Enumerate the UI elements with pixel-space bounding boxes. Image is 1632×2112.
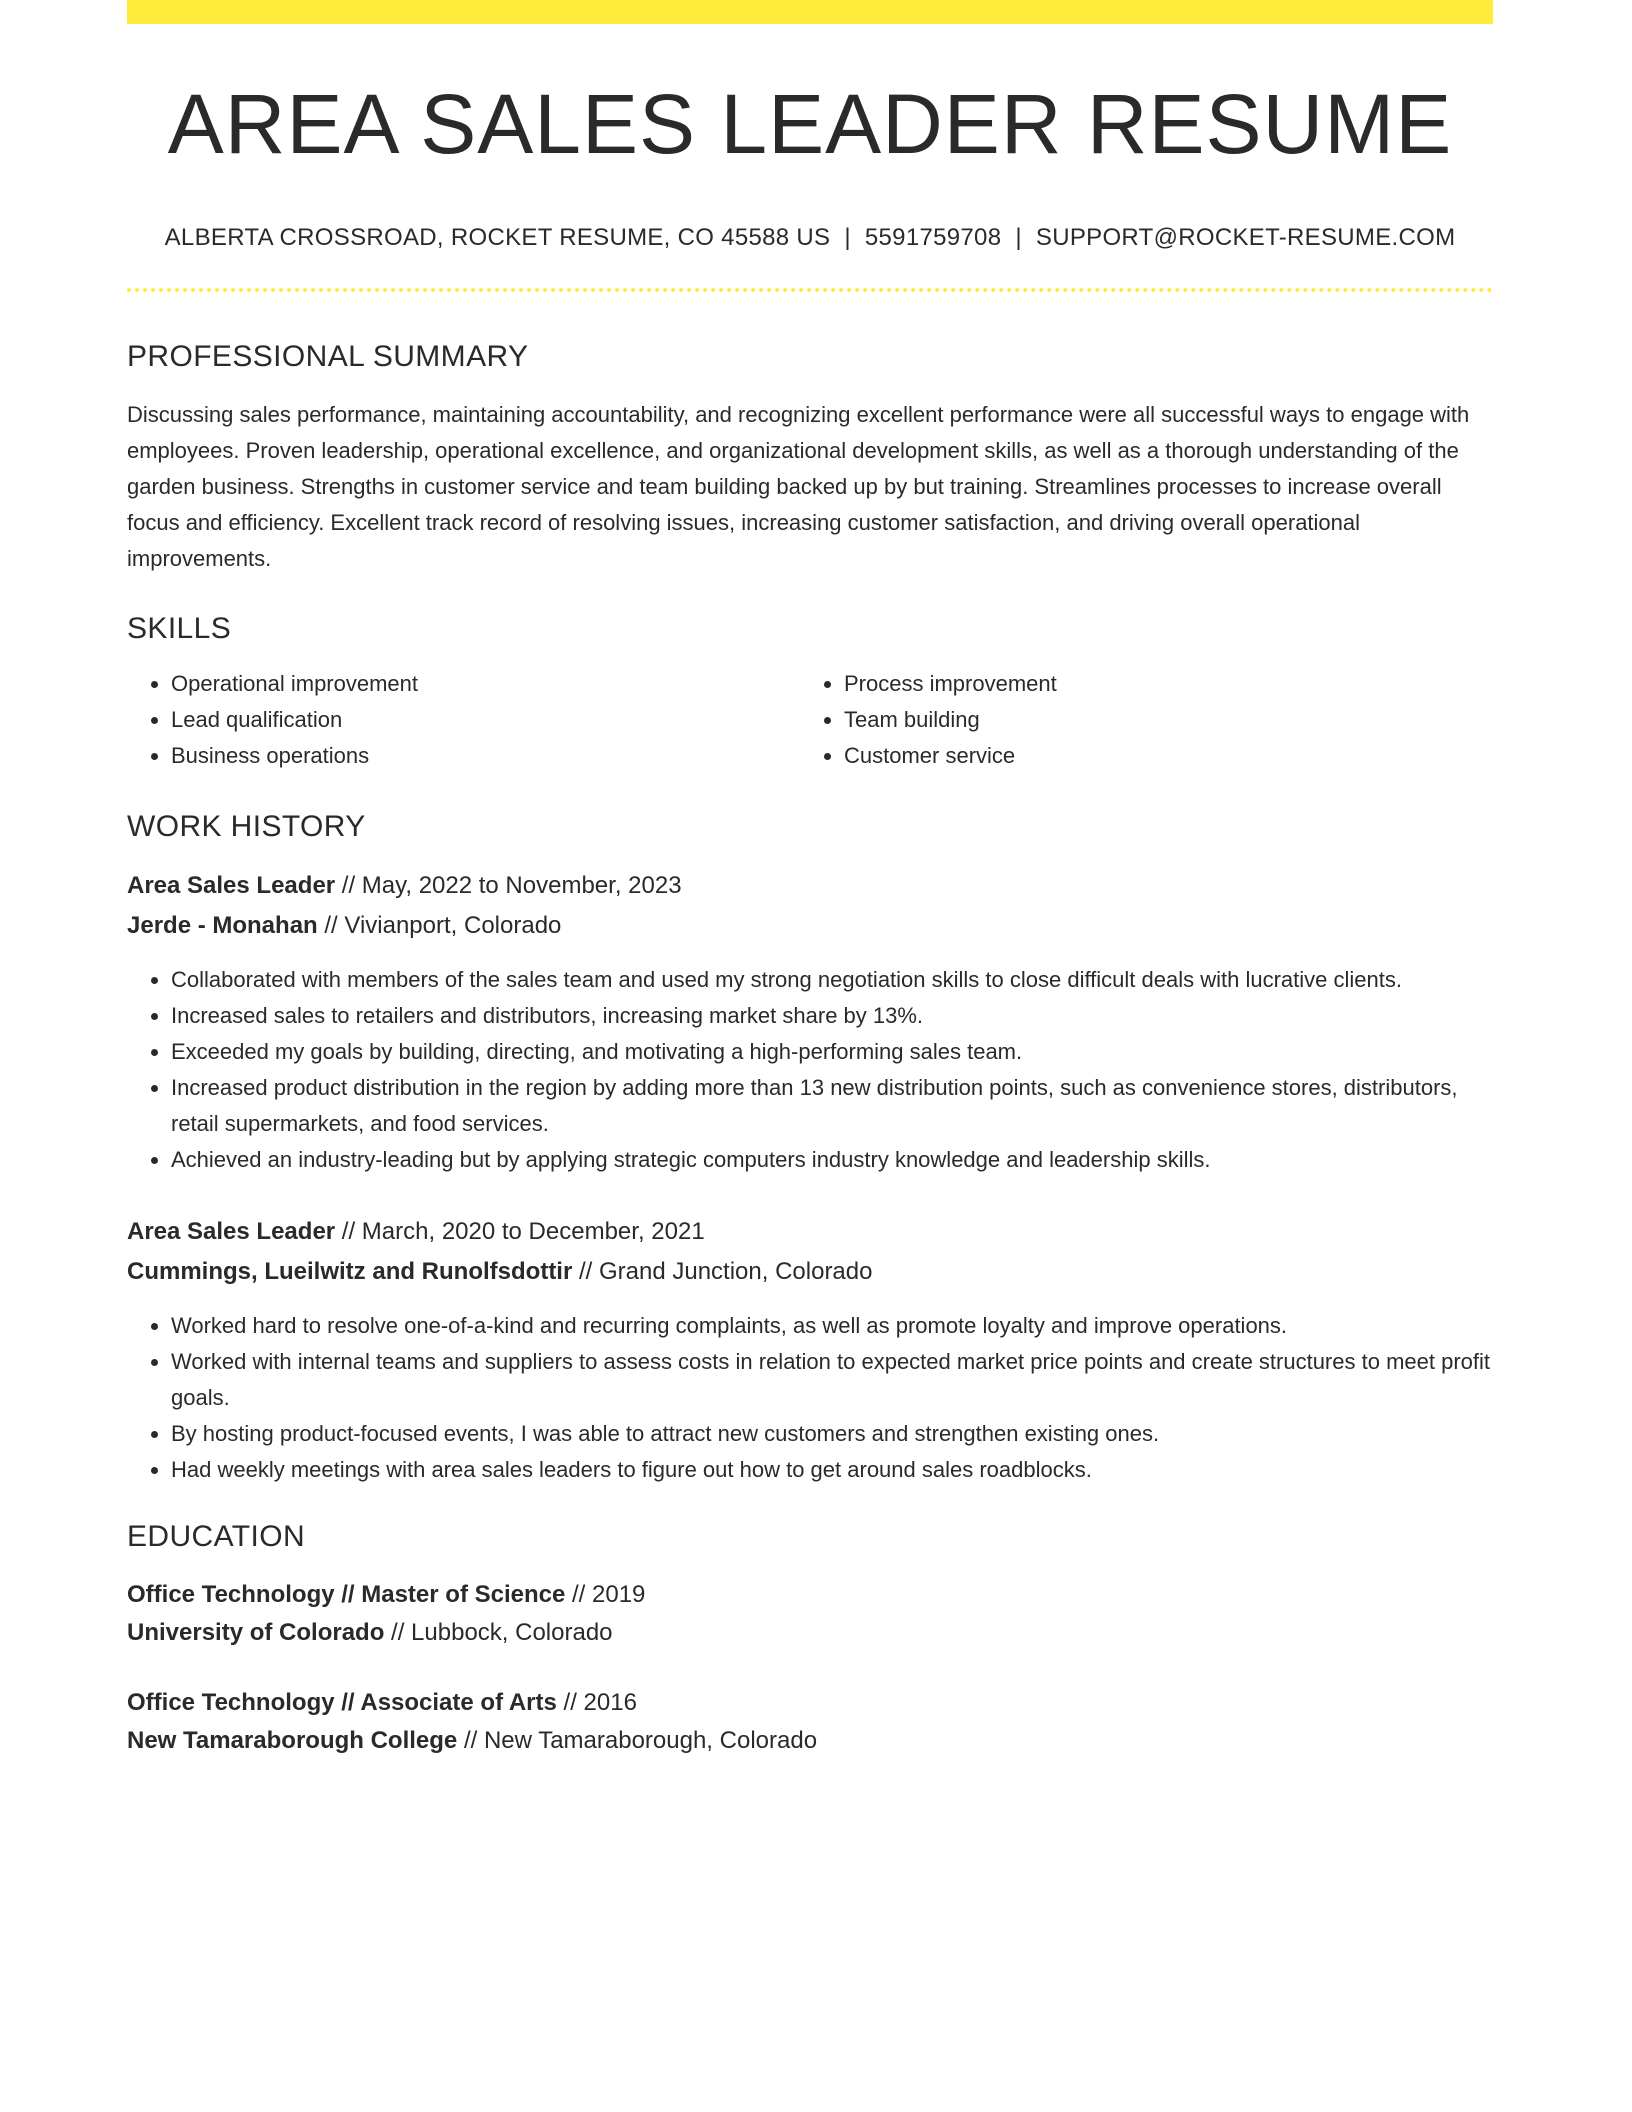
education-section: [127, 1522, 1493, 1760]
skills-list-left: [127, 666, 800, 774]
education-year: // 2019: [565, 1581, 646, 1608]
resume-title: AREA SALES LEADER RESUME: [167, 77, 1453, 171]
job-bullet: • Achieved an industry-leading but by applying strategic computers industry knowledge and leadership skills.: [171, 1142, 1493, 1178]
summary-section: [127, 342, 1493, 577]
skill-item: • Team building: [844, 702, 1473, 738]
job-entry: [127, 1212, 1493, 1488]
section-title-work-history: WORK HISTORY: [127, 810, 366, 843]
skills-section: [127, 614, 1493, 774]
education-school: University of Colorado: [127, 1619, 385, 1646]
job-bullets: [127, 962, 1493, 1178]
education-location: // New Tamaraborough, Colorado: [457, 1727, 818, 1754]
skill-item: • Customer service: [844, 738, 1473, 774]
skill-item: • Process improvement: [844, 666, 1473, 702]
contact-separator: |: [1015, 224, 1022, 251]
education-school: New Tamaraborough College: [127, 1727, 458, 1754]
contact-address: ALBERTA CROSSROAD, ROCKET RESUME, CO 45588 US: [164, 224, 831, 251]
job-dates: // March, 2020 to December, 2021: [335, 1218, 705, 1245]
education-degree-line: [127, 1576, 1493, 1614]
contact-email: SUPPORT@ROCKET-RESUME.COM: [1035, 224, 1456, 251]
job-entry: [127, 866, 1493, 1178]
job-bullets: [127, 1308, 1493, 1488]
education-location: // Lubbock, Colorado: [384, 1619, 613, 1646]
job-location: // Grand Junction, Colorado: [572, 1258, 873, 1285]
job-role: Area Sales Leader: [127, 1218, 336, 1245]
job-bullet: • Exceeded my goals by building, directing, and motivating a high-performing sales team.: [171, 1034, 1493, 1070]
education-entry: [127, 1576, 1493, 1652]
education-degree: Office Technology // Master of Science: [127, 1581, 566, 1608]
section-title-education: EDUCATION: [127, 1520, 306, 1553]
education-school-line: [127, 1722, 1493, 1760]
skill-item: • Business operations: [171, 738, 800, 774]
education-year: // 2016: [556, 1689, 637, 1716]
dotted-divider: [127, 288, 1493, 292]
job-company: Jerde - Monahan: [127, 912, 318, 939]
job-company: Cummings, Lueilwitz and Runolfsdottir: [127, 1258, 573, 1285]
job-bullet: • Increased sales to retailers and distributors, increasing market share by 13%.: [171, 998, 1493, 1034]
skill-item: • Operational improvement: [171, 666, 800, 702]
top-accent-bar: [127, 0, 1493, 24]
job-bullet: • Worked with internal teams and suppliers to assess costs in relation to expected market price points and create structures to meet profit goals.: [171, 1344, 1493, 1416]
job-bullet: • By hosting product-focused events, I was able to attract new customers and strengthen existing ones.: [171, 1416, 1493, 1452]
job-company-line: [127, 906, 1493, 946]
education-school-line: [127, 1614, 1493, 1652]
job-bullet: • Collaborated with members of the sales team and used my strong negotiation skills to close difficult deals with lucrative clients.: [171, 962, 1493, 998]
job-role-line: [127, 866, 1493, 906]
education-degree: Office Technology // Associate of Arts: [127, 1689, 557, 1716]
section-title-skills: SKILLS: [127, 612, 232, 645]
summary-text: Discussing sales performance, maintaining accountability, and recognizing excellent performance were all successful ways to engage with employees. Proven leadership, operational excellence, and organizational development skills, as well as a thorough understanding of the garden business. Strengths in customer service and team building backed up by but training. Streamlines processes to increase overall focus and efficiency. Excellent track record of resolving issues, increasing customer satisfaction, and driving overall operational improvements.: [127, 402, 1470, 571]
skill-item: • Lead qualification: [171, 702, 800, 738]
job-role: Area Sales Leader: [127, 872, 336, 899]
contact-phone: 5591759708: [864, 224, 1002, 251]
work-history-section: [127, 812, 1493, 1488]
resume-page: [127, 0, 1493, 1760]
contact-separator: |: [844, 224, 851, 251]
education-degree-line: [127, 1684, 1493, 1722]
job-dates: // May, 2022 to November, 2023: [335, 872, 682, 899]
job-role-line: [127, 1212, 1493, 1252]
job-bullet: • Worked hard to resolve one-of-a-kind and recurring complaints, as well as promote loyalty and improve operations.: [171, 1308, 1493, 1344]
job-company-line: [127, 1252, 1493, 1292]
section-title-summary: PROFESSIONAL SUMMARY: [127, 340, 529, 373]
contact-line: [127, 226, 1493, 250]
skills-grid: [127, 666, 1493, 774]
job-bullet: • Had weekly meetings with area sales leaders to figure out how to get around sales roadblocks.: [171, 1452, 1493, 1488]
education-entry: [127, 1684, 1493, 1760]
skills-list-right: [800, 666, 1473, 774]
job-location: // Vivianport, Colorado: [317, 912, 562, 939]
job-bullet: • Increased product distribution in the region by adding more than 13 new distribution points, such as convenience stores, distributors, retail supermarkets, and food services.: [171, 1070, 1493, 1142]
